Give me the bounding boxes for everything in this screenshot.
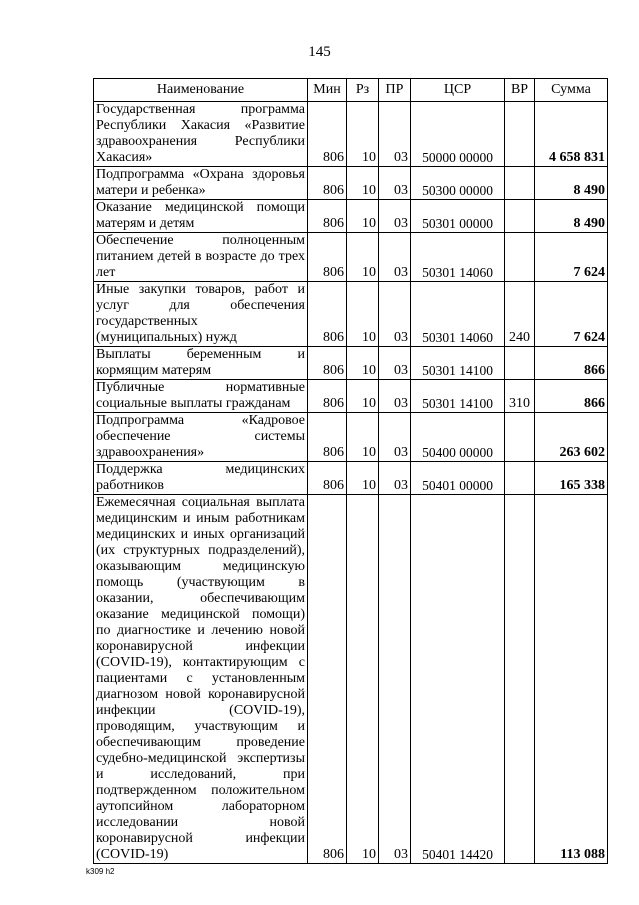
row-min: 806 xyxy=(308,462,347,495)
row-rz: 10 xyxy=(347,380,379,413)
budget-table xyxy=(93,78,608,864)
header-pr: ПР xyxy=(379,79,411,102)
row-min: 806 xyxy=(308,233,347,282)
row-rz: 10 xyxy=(347,200,379,233)
row-vr xyxy=(505,413,535,462)
row-rz: 10 xyxy=(347,462,379,495)
document-footer-code: k309 h2 xyxy=(86,867,115,876)
row-rz: 10 xyxy=(347,102,379,167)
table-row xyxy=(94,462,608,495)
row-pr: 03 xyxy=(379,167,411,200)
row-csr: 50400 00000 xyxy=(411,413,505,462)
row-csr: 50301 14100 xyxy=(411,347,505,380)
table-row xyxy=(94,380,608,413)
table-row xyxy=(94,167,608,200)
table-header-row xyxy=(94,79,608,102)
row-min: 806 xyxy=(308,495,347,864)
row-vr xyxy=(505,200,535,233)
row-csr: 50301 00000 xyxy=(411,200,505,233)
table-row xyxy=(94,102,608,167)
row-name: Государственная программа Республики Хакасия «Развитие здравоохранения Республики Хакасия» xyxy=(94,102,308,167)
row-vr xyxy=(505,167,535,200)
row-pr: 03 xyxy=(379,200,411,233)
row-pr: 03 xyxy=(379,462,411,495)
row-rz: 10 xyxy=(347,282,379,347)
row-vr xyxy=(505,102,535,167)
row-name: Выплаты беременным и кормящим матерям xyxy=(94,347,308,380)
row-rz: 10 xyxy=(347,495,379,864)
row-name: Публичные нормативные социальные выплаты гражданам xyxy=(94,380,308,413)
row-pr: 03 xyxy=(379,413,411,462)
row-sum: 8 490 xyxy=(535,200,608,233)
row-name: Поддержка медицинских работников xyxy=(94,462,308,495)
table-row xyxy=(94,347,608,380)
row-name: Обеспечение полноценным питанием детей в возрасте до трех лет xyxy=(94,233,308,282)
row-vr xyxy=(505,495,535,864)
row-csr: 50301 14100 xyxy=(411,380,505,413)
row-pr: 03 xyxy=(379,495,411,864)
table-row xyxy=(94,282,608,347)
row-pr: 03 xyxy=(379,380,411,413)
row-csr: 50300 00000 xyxy=(411,167,505,200)
table-row xyxy=(94,200,608,233)
row-min: 806 xyxy=(308,200,347,233)
row-pr: 03 xyxy=(379,347,411,380)
table-row xyxy=(94,233,608,282)
row-vr: 310 xyxy=(505,380,535,413)
row-csr: 50401 14420 xyxy=(411,495,505,864)
row-pr: 03 xyxy=(379,102,411,167)
row-rz: 10 xyxy=(347,413,379,462)
header-rz: Рз xyxy=(347,79,379,102)
page-number: 145 xyxy=(308,44,331,60)
row-vr xyxy=(505,462,535,495)
row-sum: 8 490 xyxy=(535,167,608,200)
row-min: 806 xyxy=(308,102,347,167)
row-sum: 4 658 831 xyxy=(535,102,608,167)
row-min: 806 xyxy=(308,380,347,413)
row-csr: 50000 00000 xyxy=(411,102,505,167)
row-vr: 240 xyxy=(505,282,535,347)
row-min: 806 xyxy=(308,347,347,380)
row-rz: 10 xyxy=(347,167,379,200)
row-sum: 263 602 xyxy=(535,413,608,462)
row-rz: 10 xyxy=(347,347,379,380)
row-pr: 03 xyxy=(379,233,411,282)
row-vr xyxy=(505,233,535,282)
row-sum: 7 624 xyxy=(535,233,608,282)
row-sum: 113 088 xyxy=(535,495,608,864)
header-name: Наименование xyxy=(94,79,308,102)
row-name: Оказание медицинской помощи матерям и детям xyxy=(94,200,308,233)
header-sum: Сумма xyxy=(535,79,608,102)
row-pr: 03 xyxy=(379,282,411,347)
row-sum: 866 xyxy=(535,380,608,413)
row-csr: 50301 14060 xyxy=(411,233,505,282)
row-name: Подпрограмма «Охрана здоровья матери и ребенка» xyxy=(94,167,308,200)
row-sum: 165 338 xyxy=(535,462,608,495)
row-min: 806 xyxy=(308,413,347,462)
row-rz: 10 xyxy=(347,233,379,282)
header-min: Мин xyxy=(308,79,347,102)
row-csr: 50401 00000 xyxy=(411,462,505,495)
row-name: Подпрограмма «Кадровое обеспечение системы здравоохранения» xyxy=(94,413,308,462)
header-csr: ЦСР xyxy=(411,79,505,102)
row-name: Ежемесячная социальная выплата медицинским и иным работникам медицинских и иных организаций (их структурных подразделений), оказывающим медицинскую помощь (участвующим в оказании, обеспечивающим оказание медицинской помощи) по диагностике и лечению новой коронавирусной инфекции (COVID-19), контактирующим с пациентами с установленным диагнозом новой коронавирусной инфекции (COVID-19), проводящим, участвующим и обеспечивающим проведение судебно-медицинской экспертизы и исследований, при подтвержденном положительном аутопсийном лабораторном исследовании новой коронавирусной инфекции (COVID-19) xyxy=(94,495,308,864)
row-vr xyxy=(505,347,535,380)
row-sum: 866 xyxy=(535,347,608,380)
row-sum: 7 624 xyxy=(535,282,608,347)
table-row xyxy=(94,413,608,462)
row-min: 806 xyxy=(308,282,347,347)
row-csr: 50301 14060 xyxy=(411,282,505,347)
header-vr: ВР xyxy=(505,79,535,102)
row-min: 806 xyxy=(308,167,347,200)
table-row xyxy=(94,495,608,864)
row-name: Иные закупки товаров, работ и услуг для обеспечения государственных (муниципальных) нужд xyxy=(94,282,308,347)
